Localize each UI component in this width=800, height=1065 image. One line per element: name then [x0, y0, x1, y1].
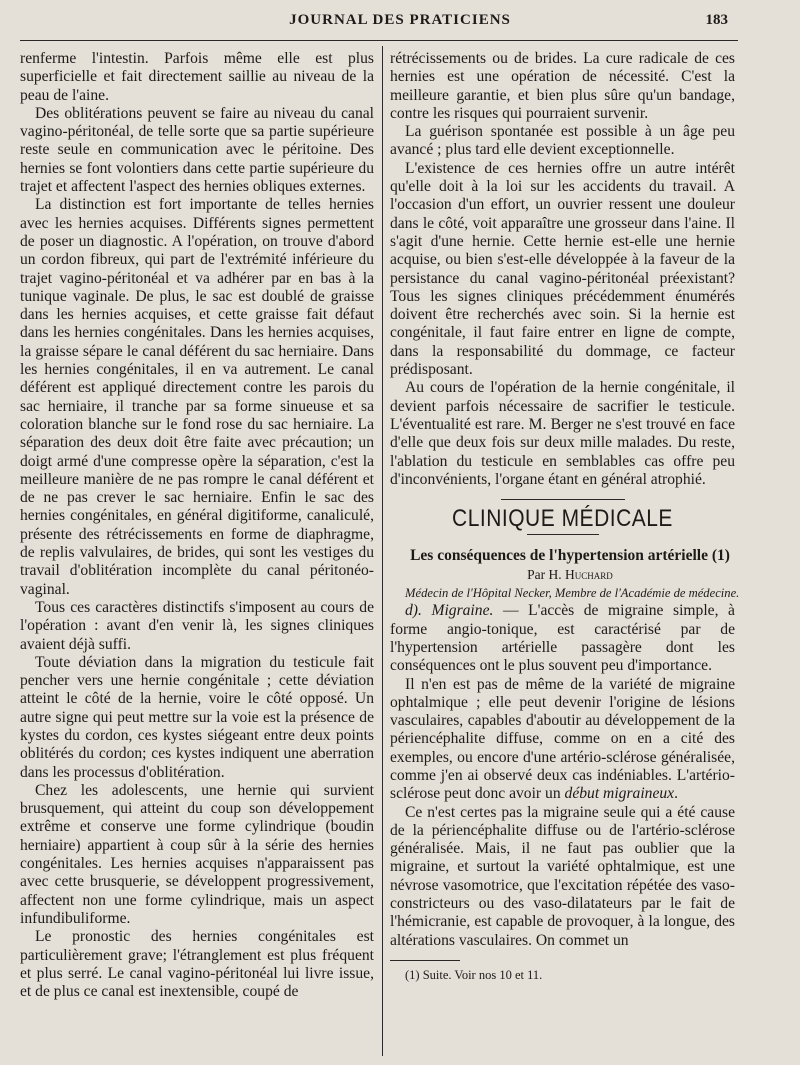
page-number: 183: [705, 12, 728, 28]
byline-prefix: Par H.: [527, 566, 566, 582]
byline: [390, 566, 735, 584]
header-rule: [20, 40, 738, 41]
footnote: (1) Suite. Voir nos 10 et 11.: [405, 967, 543, 982]
left-column: [20, 50, 374, 1001]
ornament-rule-top: [501, 499, 625, 500]
section-title: CLINIQUE MÉDICALE: [452, 505, 673, 532]
paragraph: Toute déviation dans la migration du testicule fait pencher vers une hernie congénitale ; cette déviation atteint le côté de la hernie, voire le côté opposé. Un autre signe qui peut mettre sur la voie est la présence de kystes du cordon, ces kystes siégeant entre deux points oblitérés du cordon; ces kystes indiquent une aberration dans les processus d'oblitération.: [20, 653, 374, 781]
paragraph: [390, 602, 735, 675]
journal-title: JOURNAL DES PRATICIENS: [289, 12, 511, 28]
paragraph: Tous ces caractères distinctifs s'imposent au cours de l'opération : avant d'en venir là, les signes cliniques avaient déjà suffi.: [20, 598, 374, 653]
right-column: [390, 50, 740, 984]
paragraph-text: — L'accès de migraine simple, à forme angio-tonique, est caractérisé par de l'hypertension artérielle passagère dont les conséquences ont le plus souvent peu d'importance.: [390, 602, 735, 675]
footnote-rule: [390, 960, 460, 961]
paragraph: L'existence de ces hernies offre un autre intérêt qu'elle doit à la loi sur les accidents du travail. A l'occasion d'un effort, un ouvrier ressent une douleur dans le côté, voit apparaître une grosseur dans l'aine. Il s'agit d'une hernie. Cette hernie est-elle une hernie acquise, ou bien s'est-elle développée à la faveur de la persistance du canal vagino-péritonéal préexistant? Tous les signes cliniques précédemment énumérés doivent être recherchés avec soin. Si la hernie est congénitale, il faut faire entrer en ligne de compte, dans la responsabilité du dommage, ce facteur prédisposant.: [390, 159, 735, 379]
running-head: [0, 12, 800, 36]
paragraph: Le pronostic des hernies congénitales est particulièrement grave; l'étranglement est plus fréquent et plus serré. Le canal vagino-péritonéal lui livre issue, et de plus ce canal est inextensible, coupé de: [20, 928, 374, 1001]
column-divider: [382, 46, 383, 1056]
paragraph-text: Il n'en est pas de même de la variété de migraine ophtalmique ; elle peut devenir l'origine de lésions vasculaires, capables d'aboutir au développement de la périencéphalite diffuse, comme on en a cité des exemples, ou encore d'une artério-sclérose généralisée, comme j'en ai observé deux cas indéniables. L'artério-sclérose peut donc avoir un: [390, 675, 735, 803]
author-name: Huchard: [565, 566, 613, 582]
author-affiliation: Médecin de l'Hôpital Necker, Membre de l'Académie de médecine.: [405, 586, 740, 601]
article-title: Les conséquences de l'hypertension artérielle (1): [410, 547, 730, 565]
paragraph: renferme l'intestin. Parfois même elle est plus superficielle et fait directement saillie au niveau de la peau de l'aine.: [20, 50, 374, 104]
paragraph: rétrécissements ou de brides. La cure radicale de ces hernies est une opération de nécessité. C'est la meilleure garantie, et bien plus sûre qu'un bandage, contre les risques qui pourraient survenir.: [390, 50, 735, 122]
paragraph: La distinction est fort importante de telles hernies avec les hernies acquises. Différents signes permettent de poser un diagnostic. A l'opération, on trouve d'abord un cordon fibreux, qui part de l'extrémité inférieure du trajet vagino-péritonéal et va adhérer par en bas à la tunique vaginale. De plus, le sac est doublé de graisse dans les hernies acquises, et cette graisse fait défaut dans les hernies congénitales. Dans les hernies acquises, la graisse sépare le canal déférent du sac herniaire. Dans les hernies congénitales, il en va autrement. Le canal déférent est appliqué directement contre les parois du sac herniaire, il tranche par sa forme sinueuse et sa coloration blanche sur le fond rose du sac herniaire. La séparation des deux doit être faite avec précaution; un doigt armé d'une compresse opère la séparation, c'est la meilleure manière de ne pas rompre le canal déférent et de ne pas crever le sac herniaire. Enfin le sac des hernies congénitales, en général digitiforme, canaliculé, présente des rétrécissements en forme de diaphragme, de replis valvulaires, de brides, qui sont les vestiges du travail d'oblitération incomplète du canal péritonéo-vaginal.: [20, 196, 374, 598]
subsection-heading: d). Migraine.: [405, 602, 494, 620]
paragraph: Chez les adolescents, une hernie qui survient brusquement, qui atteint du coup son développement extrême et conserve une forme cylindrique (boudin herniaire) appartient à coup sûr à la série des hernies congénitales. Les hernies acquises n'apparaissent pas avec cette brusquerie, se développent progressivement, affectent non une forme cylindrique, mais un aspect infundibuliforme.: [20, 781, 374, 927]
ornament-rule-bottom: [527, 534, 599, 535]
emphasis: début migraineux: [564, 785, 675, 803]
paragraph: Au cours de l'opération de la hernie congénitale, il devient parfois nécessaire de sacrifier le testicule. L'éventualité est rare. M. Berger ne s'est trouvé en face d'elle que deux fois sur deux mille malades. Du reste, l'ablation du testicule en semblables cas offre peu d'inconvénients, l'organe étant en général atrophié.: [390, 379, 735, 488]
paragraph-text: .: [674, 785, 678, 803]
paragraph: [390, 676, 735, 804]
paragraph: La guérison spontanée est possible à un âge peu avancé ; plus tard elle devient exceptionnelle.: [390, 123, 735, 159]
paragraph: Ce n'est certes pas la migraine seule qui a été cause de la périencéphalite diffuse ou de l'artério-sclérose généralisée. Mais, il ne faut pas oublier que la migraine, et surtout la variété ophtalmique, est une névrose vasomotrice, que l'excitation répétée des vaso-constricteurs ou des vaso-dilatateurs par le fait de l'hémicranie, est capable de provoquer, à la longue, des altérations vasculaires. On commet un: [390, 803, 735, 949]
paragraph: Des oblitérations peuvent se faire au niveau du canal vagino-péritonéal, de telle sorte que sa partie supérieure reste seule en communication avec le péritoine. Des hernies se font volontiers dans cette partie supérieure du trajet et affectent l'aspect des hernies obliques externes.: [20, 104, 374, 196]
